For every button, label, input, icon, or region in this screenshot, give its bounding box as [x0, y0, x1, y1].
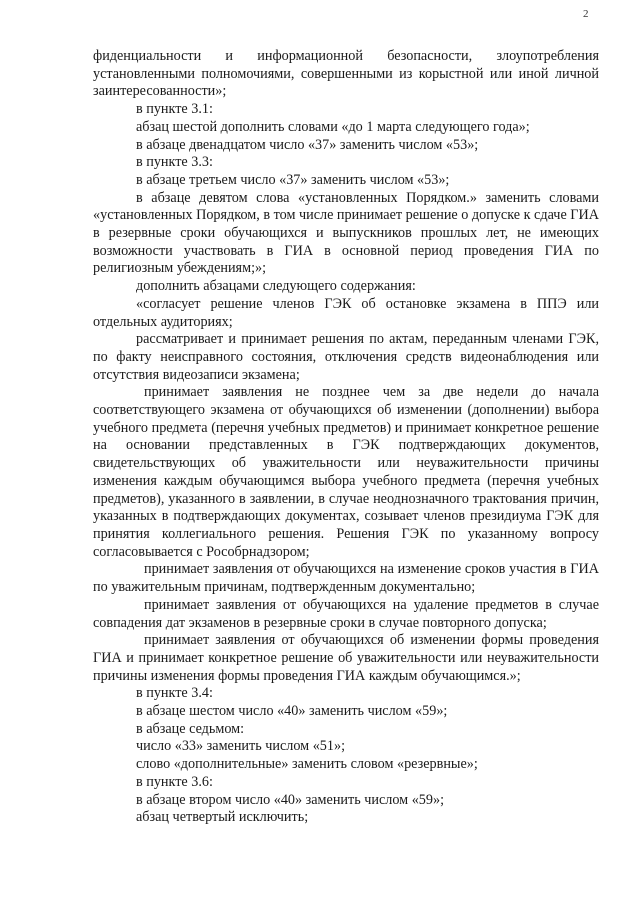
paragraph-continuation: фиденциальности и информационной безопасности, злоупотребления установленными полномочиями, совершенными из корыстной или иной личной заинтересованности»; [93, 48, 599, 100]
document-body [93, 48, 599, 827]
paragraph-clause-3-6: в пункте 3.6: [136, 773, 213, 790]
paragraph: в абзаце двенадцатом число «37» заменить числом «53»; [136, 136, 479, 153]
paragraph: принимает заявления от обучающихся на изменение сроков участия в ГИА по уважительным причинам, подтвержденным документально; [93, 561, 599, 596]
paragraph: принимает заявления не позднее чем за две недели до начала соответствующего экзамена от обучающихся об изменении (дополнении) выбора учебного предмета (перечня учебных предметов) и принимает конкретное решение на основании представленных в ГЭК подтверждающих документов, свидетельствующих об уважительности или неуважительности причины изменения каждым обучающимся выбора учебного предмета (перечня учебных предметов), указанного в заявлении, в случае неоднозначного трактования причин, указанных в подтверждающих документах, созывает членов президиума ГЭК для принятия коллегиального решения. Решения ГЭК по указанному вопросу согласовывается с Рособрнадзором; [93, 384, 599, 560]
paragraph: в абзаце седьмом: [136, 720, 245, 737]
paragraph: «согласует решение членов ГЭК об остановке экзамена в ППЭ или отдельных аудиториях; [93, 295, 599, 330]
paragraph-clause-3-3: в пункте 3.3: [136, 154, 213, 171]
paragraph: принимает заявления от обучающихся об изменении формы проведения ГИА и принимает конкретное решение об уважительности или неуважительности причины изменения формы проведения ГИА каждым обучающимся.»; [93, 632, 599, 684]
paragraph: рассматривает и принимает решения по актам, переданным членами ГЭК, по факту неисправного состояния, отключения средств видеонаблюдения или отсутствия видеозаписи экзамена; [93, 331, 599, 383]
paragraph: в абзаце втором число «40» заменить числом «59»; [136, 791, 445, 808]
page-number: 2 [583, 8, 589, 20]
paragraph: абзац шестой дополнить словами «до 1 марта следующего года»; [136, 118, 530, 135]
paragraph: в абзаце шестом число «40» заменить числом «59»; [136, 703, 448, 720]
paragraph-clause-3-4: в пункте 3.4: [136, 685, 213, 702]
paragraph: число «33» заменить числом «51»; [136, 738, 346, 755]
paragraph-clause-3-1: в пункте 3.1: [136, 101, 213, 118]
paragraph: дополнить абзацами следующего содержания: [136, 278, 416, 295]
paragraph: в абзаце девятом слова «установленных Порядком.» заменить словами «установленных Порядком, в том числе принимает решение о допуске к сдаче ГИА в резервные сроки обучающихся и выпускников прошлых лет, не имеющих возможности участвовать в ГИА в основной период проведения ГИА по религиозным убеждениям;»; [93, 189, 599, 277]
paragraph: слово «дополнительные» заменить словом «резервные»; [136, 756, 478, 773]
paragraph: абзац четвертый исключить; [136, 809, 309, 826]
paragraph: принимает заявления от обучающихся на удаление предметов в случае совпадения дат экзаменов в резервные сроки в случае повторного допуска; [93, 596, 599, 631]
paragraph: в абзаце третьем число «37» заменить числом «53»; [136, 171, 450, 188]
